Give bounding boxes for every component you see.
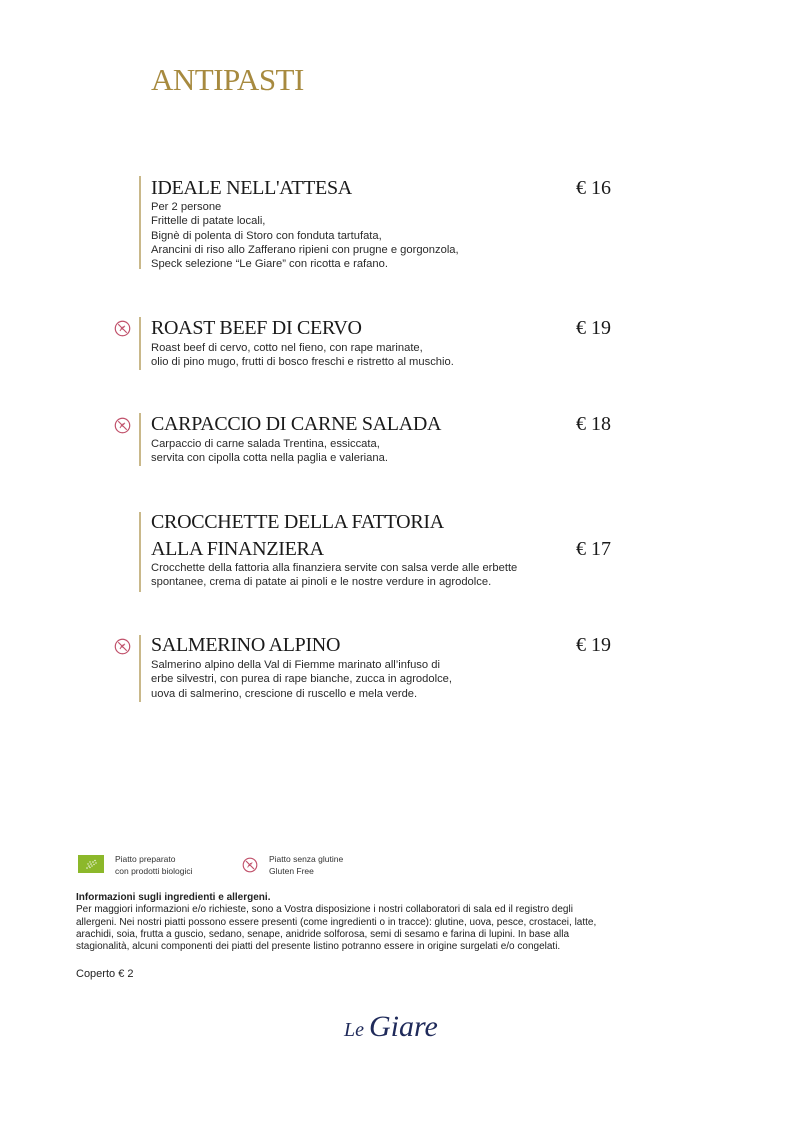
legend-text: Piatto preparato bbox=[115, 854, 176, 864]
dish-name: IDEALE NELL'ATTESA bbox=[151, 177, 352, 199]
dish-price: € 19 bbox=[576, 634, 611, 656]
description-line: Frittelle di patate locali, bbox=[151, 215, 266, 228]
allergen-info-line: Per maggiori informazioni e/o richieste, sono a Vostra disposizione i nostri collaboratori di sala ed il registro degli bbox=[76, 904, 573, 916]
allergen-info-line: allergeni. Nei nostri piatti possono essere presenti (come ingredienti o in tracce): glutine, uova, pesce, crostacei, latte, bbox=[76, 916, 597, 928]
description-line: olio di pino mugo, frutti di bosco freschi e ristretto al muschio. bbox=[151, 356, 454, 369]
dish-price: € 17 bbox=[576, 538, 611, 560]
description-line: erbe silvestri, con purea di rape bianche, zucca in agrodolce, bbox=[151, 673, 452, 686]
logo-text-giare: Giare bbox=[369, 1010, 438, 1043]
dish-name: ROAST BEEF DI CERVO bbox=[151, 317, 362, 339]
dish-description bbox=[151, 658, 452, 701]
divider-bar bbox=[139, 176, 141, 269]
dish-price: € 19 bbox=[576, 317, 611, 339]
description-line: spontanee, crema di patate ai pinoli e le nostre verdure in agrodolce. bbox=[151, 576, 492, 589]
dish-description bbox=[151, 341, 454, 370]
legend-text: Piatto senza glutine bbox=[269, 854, 344, 864]
dish-description bbox=[151, 200, 459, 271]
dish-description bbox=[151, 561, 517, 590]
gluten-free-icon bbox=[114, 320, 131, 337]
dish-name: CARPACCIO DI CARNE SALADA bbox=[151, 413, 442, 435]
allergen-info-line: arachidi, soia, frutta a guscio, sedano, senape, anidride solforosa, semi di sesamo e farina di lupini. In base alla bbox=[76, 928, 570, 940]
legend-organic bbox=[115, 853, 193, 877]
dish-name-line1: CROCCHETTE DELLA FATTORIA bbox=[151, 511, 444, 533]
divider-bar bbox=[139, 635, 141, 702]
allergen-info bbox=[76, 892, 716, 953]
organic-leaf-icon bbox=[78, 855, 104, 873]
description-line: Speck selezione “Le Giare” con ricotta e rafano. bbox=[151, 258, 388, 271]
dish-description bbox=[151, 437, 388, 466]
dish-price: € 16 bbox=[576, 177, 611, 199]
description-line: Arancini di riso allo Zafferano ripieni con prugne e gorgonzola, bbox=[151, 243, 459, 256]
dish-name: SALMERINO ALPINO bbox=[151, 634, 341, 656]
dish-name-line2: ALLA FINANZIERA bbox=[151, 538, 324, 560]
legend-gluten-free bbox=[269, 853, 343, 877]
cover-charge: Coperto € 2 bbox=[76, 968, 134, 980]
description-line: Roast beef di cervo, cotto nel fieno, con rape marinate, bbox=[151, 342, 423, 354]
logo-text-le: Le bbox=[344, 1019, 369, 1041]
description-line: Salmerino alpino della Val di Fiemme marinato all’infuso di bbox=[151, 659, 440, 671]
divider-bar bbox=[139, 317, 141, 370]
legend-text: Gluten Free bbox=[269, 866, 314, 876]
divider-bar bbox=[139, 413, 141, 466]
description-line: Bignè di polenta di Storo con fonduta tartufata, bbox=[151, 229, 382, 242]
description-line: servita con cipolla cotta nella paglia e valeriana. bbox=[151, 452, 388, 465]
gluten-free-icon bbox=[114, 638, 131, 655]
allergen-info-line: stagionalità, alcuni componenti dei piatti del presente listino potranno essere in origine surgelati e/o congelati. bbox=[76, 941, 561, 953]
legend-text: con prodotti biologici bbox=[115, 866, 193, 876]
description-line: Per 2 persone bbox=[151, 201, 222, 213]
le-giare-logo bbox=[344, 1010, 438, 1044]
description-line: Crocchette della fattoria alla finanziera servite con salsa verde alle erbette bbox=[151, 562, 518, 574]
gluten-free-icon bbox=[114, 417, 131, 434]
dish-price: € 18 bbox=[576, 413, 611, 435]
gluten-free-icon bbox=[242, 857, 258, 873]
description-line: uova di salmerino, crescione di ruscello e mela verde. bbox=[151, 687, 418, 700]
description-line: Carpaccio di carne salada Trentina, essiccata, bbox=[151, 438, 380, 450]
divider-bar bbox=[139, 512, 141, 592]
allergen-info-heading: Informazioni sugli ingredienti e allergeni. bbox=[76, 892, 271, 903]
section-title: ANTIPASTI bbox=[151, 62, 304, 97]
